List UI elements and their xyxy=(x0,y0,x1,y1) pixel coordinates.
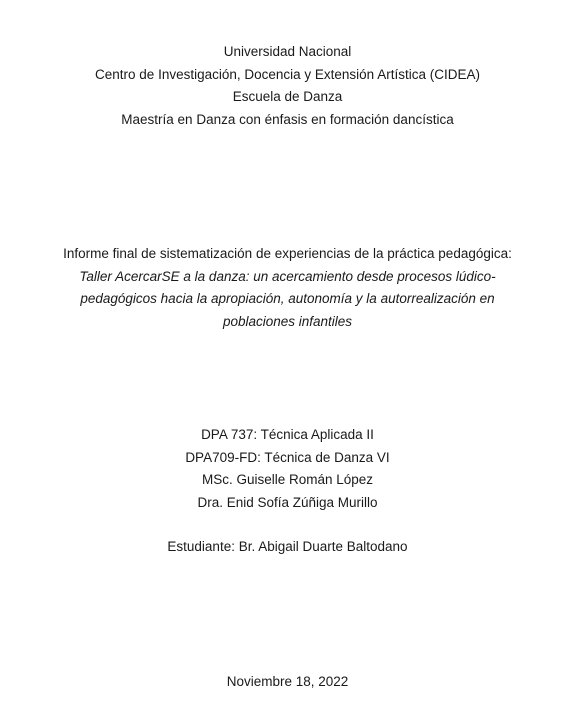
program-name: Maestría en Danza con énfasis en formación dancística xyxy=(121,111,454,127)
report-heading: Informe final de sistematización de experiencias de la práctica pedagógica: xyxy=(63,246,512,261)
report-title-line: Taller AcercarSE a la danza: un acercamiento desde procesos lúdico- xyxy=(79,268,496,284)
date-block xyxy=(0,671,575,694)
course-code-2: DPA709-FD: Técnica de Danza VI xyxy=(185,449,390,465)
student-name: Estudiante: Br. Abigail Duarte Baltodano xyxy=(167,539,408,554)
report-title-line: pedagógicos hacia la apropiación, autonomía y la autorrealización en xyxy=(80,291,495,306)
institution-header xyxy=(0,41,575,131)
course-code-1: DPA 737: Técnica Aplicada II xyxy=(201,427,374,442)
school-name: Escuela de Danza xyxy=(232,89,343,104)
course-info-block xyxy=(0,424,575,514)
university-name: Universidad Nacional xyxy=(223,44,352,59)
professor-name-1: MSc. Guiselle Román López xyxy=(201,472,374,487)
research-center-name: Centro de Investigación, Docencia y Extensión Artística (CIDEA) xyxy=(95,66,480,82)
report-title-block xyxy=(0,243,575,333)
document-date: Noviembre 18, 2022 xyxy=(226,674,349,689)
report-title-line: poblaciones infantiles xyxy=(222,313,353,329)
student-info-block xyxy=(0,536,575,559)
professor-name-2: Dra. Enid Sofía Zúñiga Murillo xyxy=(197,494,378,510)
